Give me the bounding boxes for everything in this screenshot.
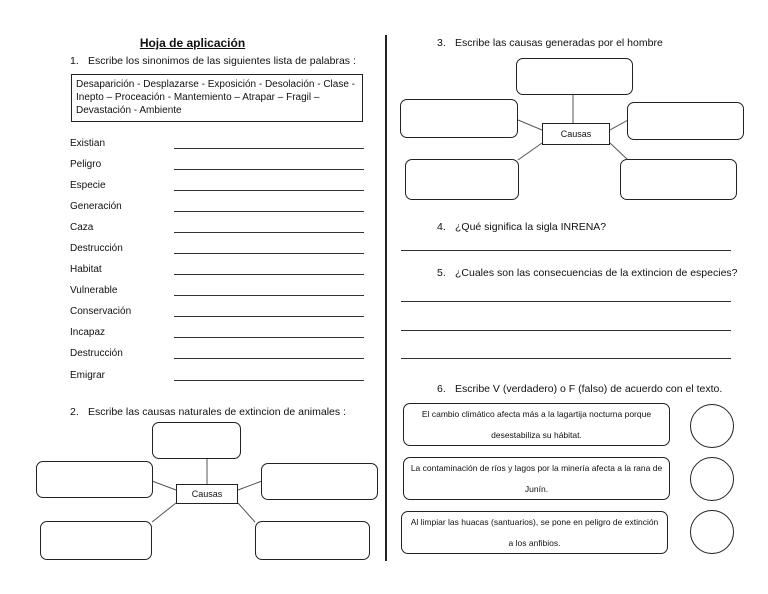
causas-center-box [542, 123, 610, 145]
answer-box[interactable] [36, 461, 153, 498]
page-title: Hoja de aplicación [139, 36, 246, 50]
answer-box[interactable] [620, 159, 737, 200]
answer-circle[interactable] [690, 404, 734, 448]
question-5-text: ¿Cuales son las consecuencias de la extincion de especies? [455, 267, 738, 279]
answer-box[interactable] [516, 58, 633, 95]
vocab-word: Destrucción [70, 348, 123, 359]
vocab-word: Vulnerable [70, 285, 118, 296]
question-4-number: 4. [437, 221, 446, 233]
answer-box[interactable] [255, 521, 370, 560]
answer-line[interactable] [401, 330, 731, 331]
answer-box[interactable] [405, 159, 519, 200]
answer-line[interactable] [401, 358, 731, 359]
statement-text: El cambio climático afecta más a la lagartija nocturna porque desestabiliza su hábitat. [421, 408, 652, 440]
question-5 [437, 267, 738, 279]
vocab-word: Destrucción [70, 243, 123, 254]
question-6 [437, 383, 722, 395]
statement-box [403, 403, 670, 446]
vocab-word: Generación [70, 201, 122, 212]
vocab-word: Especie [70, 180, 106, 191]
vocab-word: Conservación [70, 306, 132, 317]
causas-center-box [176, 484, 238, 504]
vocab-word: Existian [70, 138, 106, 149]
question-4-text: ¿Qué significa la sigla INRENA? [455, 221, 607, 233]
answer-box[interactable] [400, 99, 518, 138]
question-5-number: 5. [437, 267, 446, 279]
question-6-number: 6. [437, 383, 446, 395]
statement-text: La contaminación de ríos y lagos por la minería afecta a la rana de Junín. [410, 462, 663, 494]
question-2-number: 2. [70, 406, 79, 418]
question-2-text: Escribe las causas naturales de extincion de animales : [88, 406, 346, 418]
question-3-number: 3. [437, 37, 446, 49]
question-3 [437, 37, 663, 49]
question-3-text: Escribe las causas generadas por el hombre [455, 37, 663, 49]
statement-text: Al limpiar las huacas (santuarios), se pone en peligro de extinción a los anfibios. [410, 516, 659, 548]
question-1-number: 1. [70, 55, 79, 67]
vocab-word: Incapaz [70, 327, 106, 338]
statement-box [401, 511, 668, 554]
statement-box [403, 457, 670, 500]
causas-label: Causas [191, 489, 223, 499]
answer-line[interactable] [401, 250, 731, 251]
answer-box[interactable] [152, 422, 241, 459]
answer-circle[interactable] [690, 510, 734, 554]
causas-label: Causas [560, 129, 592, 139]
question-1-text: Escribe los sinonimos de las siguientes lista de palabras : [88, 55, 356, 67]
answer-line[interactable] [401, 301, 731, 302]
vocab-word: Habitat [70, 264, 102, 275]
question-4 [437, 221, 606, 233]
vocab-word: Emigrar [70, 370, 106, 381]
answer-box[interactable] [261, 463, 378, 500]
vocab-word: Peligro [70, 159, 102, 170]
answer-box[interactable] [40, 521, 152, 560]
question-6-text: Escribe V (verdadero) o F (falso) de acuerdo con el texto. [455, 383, 723, 395]
answer-box[interactable] [627, 102, 744, 140]
vocab-word: Caza [70, 222, 94, 233]
word-list: Desaparición - Desplazarse - Exposición - Desolación - Clase - Inepto – Proceación - Mantemiento – Atrapar – Fragil – Devastación - Ambiente [76, 79, 355, 116]
answer-circle[interactable] [690, 457, 734, 501]
